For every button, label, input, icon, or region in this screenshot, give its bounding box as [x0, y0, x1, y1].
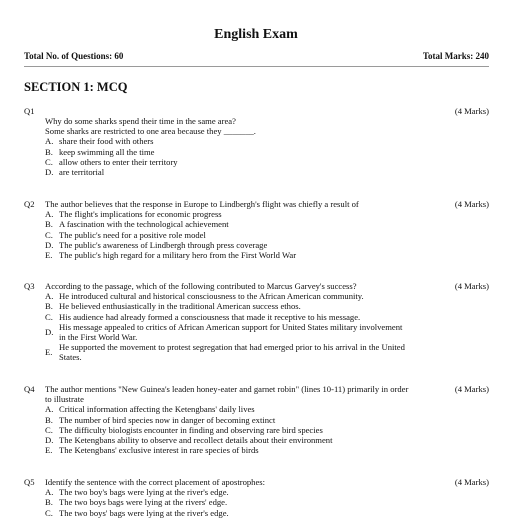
option-text: allow others to enter their territory — [59, 156, 178, 167]
question-marks: (4 Marks) — [454, 477, 489, 487]
question-stem: The author mentions "New Guinea's leaden honey-eater and garnet robin" (lines 10-11) primarily in order to illustrate — [45, 384, 409, 405]
question-marks: (4 Marks) — [454, 199, 489, 209]
answer-option[interactable] — [45, 230, 489, 240]
answer-option[interactable] — [45, 312, 405, 322]
total-marks: Total Marks: 240 — [422, 51, 489, 61]
option-text: The flight's implications for economic progress — [59, 209, 222, 220]
question-stem: Why do some sharks spend their time in the same area? — [45, 116, 236, 126]
question-number: Q1 — [24, 106, 35, 116]
option-letter: A. — [45, 291, 54, 302]
option-letter: E. — [45, 250, 53, 261]
option-text: His audience had already formed a consciousness that made it receptive to his message. — [59, 311, 361, 322]
option-text: The number of bird species now in danger of becoming extinct — [59, 414, 276, 425]
option-letter: C. — [45, 229, 53, 240]
option-letter: C. — [45, 507, 53, 518]
option-text: keep swimming all the time — [59, 146, 155, 157]
option-letter: B. — [45, 146, 53, 157]
question-stem: Some sharks are restricted to one area because they _______. — [45, 126, 256, 137]
option-letter: E. — [45, 445, 53, 456]
option-letter: C. — [45, 311, 53, 322]
question-number: Q3 — [24, 281, 35, 291]
question-block — [24, 199, 489, 260]
option-letter: D. — [45, 435, 54, 446]
option-letter: D. — [45, 239, 54, 250]
option-text: are territorial — [59, 167, 105, 178]
question-stem: Identify the sentence with the correct placement of apostrophes: — [45, 477, 266, 487]
option-letter: B. — [45, 219, 53, 230]
total-questions: Total No. of Questions: 60 — [24, 51, 124, 61]
answer-option[interactable] — [45, 404, 489, 414]
option-letter: D. — [45, 167, 54, 178]
question-block — [24, 281, 489, 363]
option-letter: B. — [45, 414, 53, 425]
question-number: Q4 — [24, 384, 35, 394]
answer-option[interactable] — [45, 508, 489, 518]
question-number: Q2 — [24, 199, 35, 209]
header-divider — [24, 66, 489, 67]
answer-option[interactable] — [45, 425, 489, 435]
option-text: The public's high regard for a military hero from the First World War — [59, 250, 297, 261]
option-letter: A. — [45, 404, 54, 415]
question-marks: (4 Marks) — [454, 384, 489, 394]
option-letter: B. — [45, 301, 53, 312]
answer-option[interactable] — [45, 322, 405, 342]
answer-option[interactable] — [45, 291, 405, 301]
answer-option[interactable] — [45, 487, 489, 497]
question-marks: (4 Marks) — [454, 281, 489, 291]
option-text: He believed enthusiastically in the traditional American success ethos. — [59, 301, 301, 312]
option-letter: C. — [45, 424, 53, 435]
option-text: The public's awareness of Lindbergh through press coverage — [59, 239, 268, 250]
question-marks: (4 Marks) — [454, 106, 489, 116]
option-letter: B. — [45, 497, 53, 508]
answer-option[interactable] — [45, 497, 489, 507]
option-text: share their food with others — [59, 136, 154, 147]
option-letter: A. — [45, 487, 54, 498]
exam-title: English Exam — [214, 27, 298, 42]
answer-option[interactable] — [45, 301, 405, 311]
answer-option[interactable] — [45, 209, 489, 219]
answer-option[interactable] — [45, 240, 489, 250]
answer-option[interactable] — [45, 435, 489, 445]
option-text: The two boys' bags were lying at the river's edge. — [59, 507, 229, 518]
answer-option[interactable] — [45, 157, 489, 167]
question-stem: The author believes that the response in Europe to Lindbergh's flight was chiefly a result of — [45, 199, 359, 209]
question-block — [24, 106, 489, 177]
option-letter: D. — [45, 326, 54, 337]
answer-option[interactable] — [45, 219, 489, 229]
section-title: SECTION 1: MCQ — [24, 80, 128, 94]
option-text: The Ketengbans' exclusive interest in rare species of birds — [59, 445, 259, 456]
option-letter: C. — [45, 156, 53, 167]
answer-option[interactable] — [45, 250, 489, 260]
option-text: The Ketengbans ability to observe and recollect details about their environment — [59, 435, 333, 446]
answer-option[interactable] — [45, 167, 489, 177]
answer-option[interactable] — [45, 136, 489, 146]
option-letter: A. — [45, 209, 54, 220]
option-text: The two boys bags were lying at the rivers' edge. — [59, 497, 228, 508]
question-block — [24, 384, 489, 455]
exam-meta — [24, 51, 489, 62]
answer-option[interactable] — [45, 415, 489, 425]
option-text: The two boy's bags were lying at the river's edge. — [59, 487, 229, 498]
option-text: He introduced cultural and historical consciousness to the African American community. — [59, 291, 364, 302]
option-text: Critical information affecting the Ketengbans' daily lives — [59, 404, 255, 415]
option-text: A fascination with the technological achievement — [59, 219, 229, 230]
option-letter: E. — [45, 347, 53, 358]
option-text: He supported the movement to protest segregation that had emerged prior to his arrival in the United States. — [59, 342, 405, 363]
answer-option[interactable] — [45, 342, 405, 362]
question-stem: According to the passage, which of the following contributed to Marcus Garvey's success? — [45, 281, 357, 291]
answer-option[interactable] — [45, 445, 489, 455]
answer-option[interactable] — [45, 147, 489, 157]
option-letter: A. — [45, 136, 54, 147]
option-text: The public's need for a positive role model — [59, 229, 206, 240]
option-text: The difficulty biologists encounter in finding and observing rare bird species — [59, 424, 323, 435]
option-text: His message appealed to critics of African American support for United States military involvement in the First World War. — [59, 321, 403, 343]
question-number: Q5 — [24, 477, 35, 487]
